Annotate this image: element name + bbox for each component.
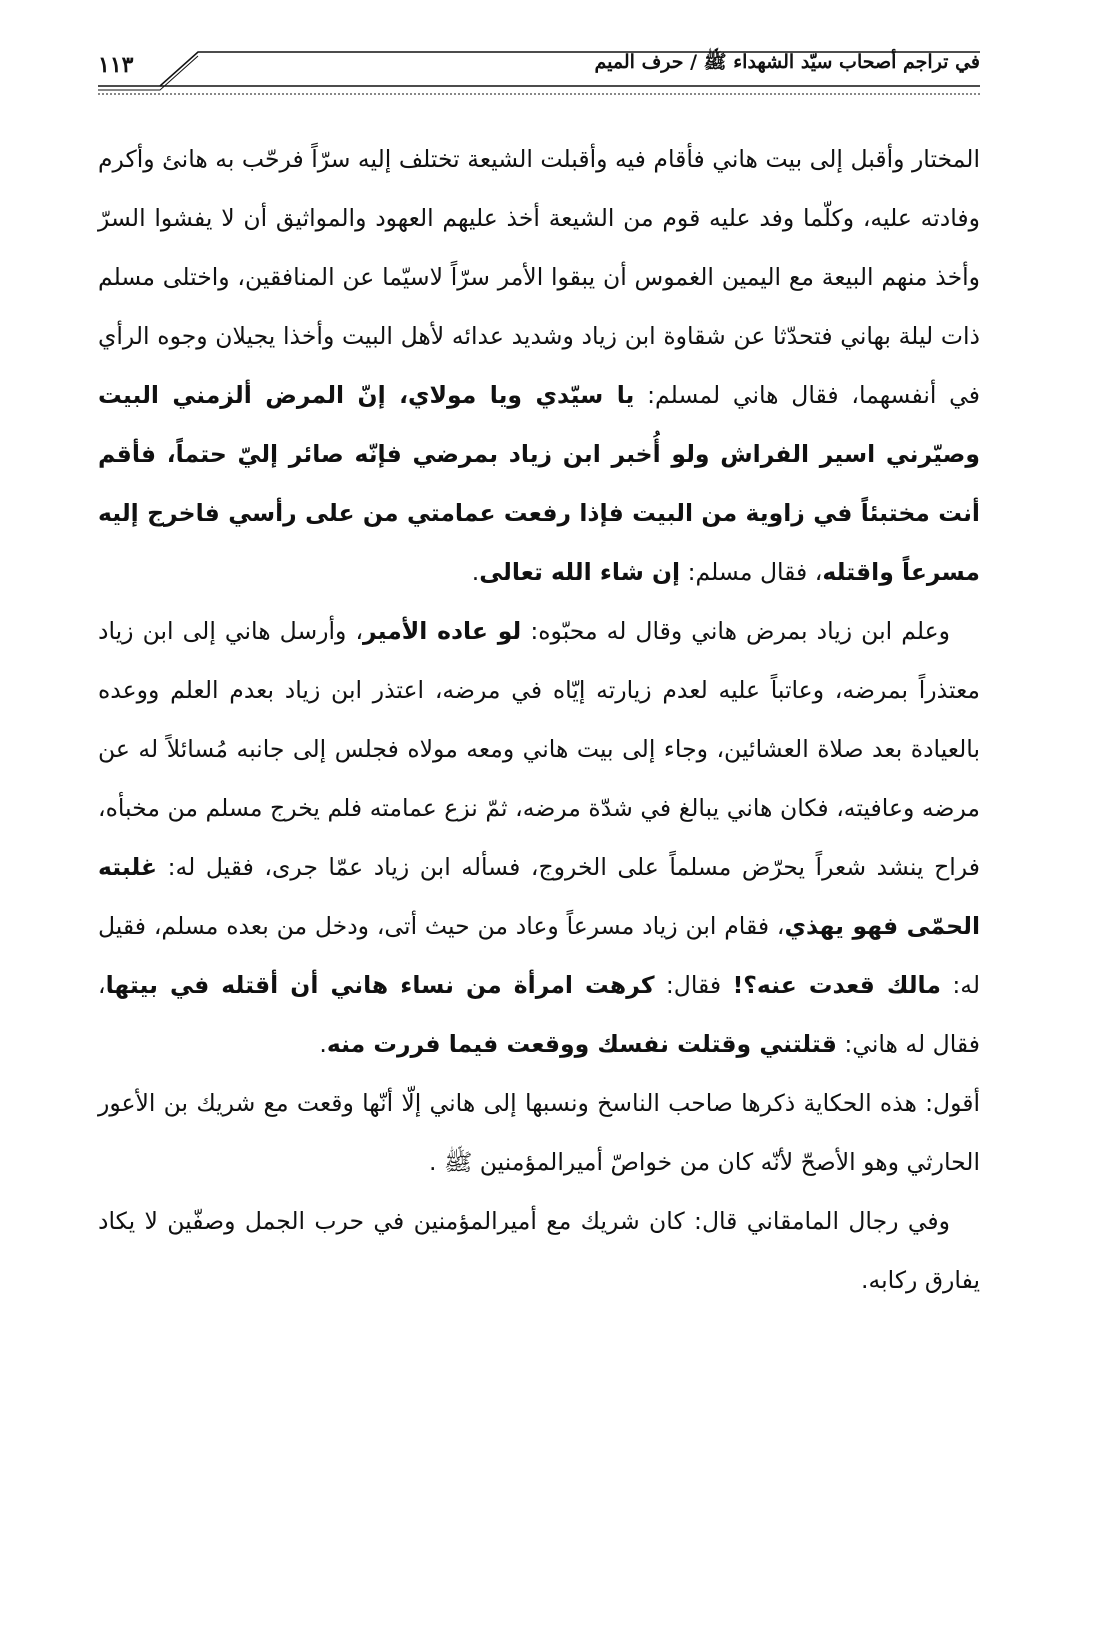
quoted-speech: كرهت امرأة من نساء هاني أن أقتله في بيتها <box>105 971 655 999</box>
narrative-text: ، فقام ابن زياد مسرعاً وعاد من حيث أتى، ودخل من بعده مسلم، فقيل له: <box>98 912 981 999</box>
quoted-speech: مالك قعدت عنه؟! <box>732 971 941 999</box>
running-header <box>98 48 980 104</box>
narrative-text: المختار وأقبل إلى بيت هاني فأقام فيه وأقبلت الشيعة تختلف إليه سرّاً فرحّب به هانئ وأكرم وفادته عليه، وكلّما وفد عليه قوم من الشيعة أخذ عليهم العهود والمواثيق أن لا يفشوا السرّ وأخذ منهم البيعة مع اليمين الغموس أن يبقوا الأمر سرّاً لاسيّما عن المنافقين، واختلى مسلم ذات ليلة بهاني فتحدّثا عن شقاوة ابن زياد وشديد عدائه لأهل البيت وأخذا يجيلان وجوه الرأي في أنفسهما، فقال هاني لمسلم: <box>98 145 980 409</box>
quoted-speech: قتلتني وقتلت نفسك ووقعت فيما فررت منه <box>326 1030 837 1058</box>
narrative-text: . <box>471 558 480 586</box>
paragraph <box>98 1074 980 1192</box>
narrative-text: أقول: هذه الحكاية ذكرها صاحب الناسخ ونسبها إلى هاني إلّا أنّها وقعت مع شريك بن الأعور الحارثي وهو الأصحّ لأنّه كان من خواصّ أميرالمؤمنين ﷺ . <box>98 1089 980 1176</box>
page-number: ١١٣ <box>98 52 134 78</box>
narrative-text: . <box>319 1030 327 1058</box>
quoted-speech: إن شاء الله تعالى <box>479 558 681 586</box>
body-text <box>98 130 980 1310</box>
quoted-speech: يا سيّدي ويا مولاي، إنّ المرض ألزمني البيت وصيّرني اسير الفراش ولو أُخبر ابن زياد بمرضي فإنّه صائر إليّ حتماً، فأقم أنت مختبئاً في زاوية من البيت فإذا رفعت عمامتي من على رأسي فاخرج إليه مسرعاً واقتله <box>98 381 980 586</box>
paragraph <box>98 1192 980 1310</box>
narrative-text: ، فقال مسلم: <box>680 558 823 586</box>
narrative-text: ، فقال له هاني: <box>98 971 980 1058</box>
paragraph <box>98 130 980 602</box>
narrative-text: وفي رجال المامقاني قال: كان شريك مع أميرالمؤمنين في حرب الجمل وصفّين لا يكاد يفارق ركابه. <box>98 1207 980 1294</box>
header-title: في تراجم أصحاب سيّد الشهداء ﷺ / حرف الميم <box>594 51 980 73</box>
quoted-speech: لو عاده الأمير <box>363 617 522 645</box>
narrative-text: وعلم ابن زياد بمرض هاني وقال له محبّوه: <box>521 617 950 645</box>
narrative-text: فقال: <box>654 971 733 999</box>
quoted-speech: غلبته الحمّى فهو يهذي <box>98 853 980 940</box>
narrative-text: ، وأرسل هاني إلى ابن زياد معتذراً بمرضه، وعاتباً عليه لعدم زيارته إيّاه في مرضه، اعتذر ابن زياد بعدم العلم ووعده بالعيادة بعد صلاة العشائين، وجاء إلى بيت هاني ومعه مولاه فجلس إلى جانبه مُسائلاً له عن مرضه وعافيته، فكان هاني يبالغ في شدّة مرضه، ثمّ نزع عمامته فلم يخرج مسلم من مخبأه، فراح ينشد شعراً يحرّض مسلماً على الخروج، فسأله ابن زياد عمّا جرى، فقيل له: <box>98 617 980 881</box>
paragraph <box>98 602 980 1074</box>
